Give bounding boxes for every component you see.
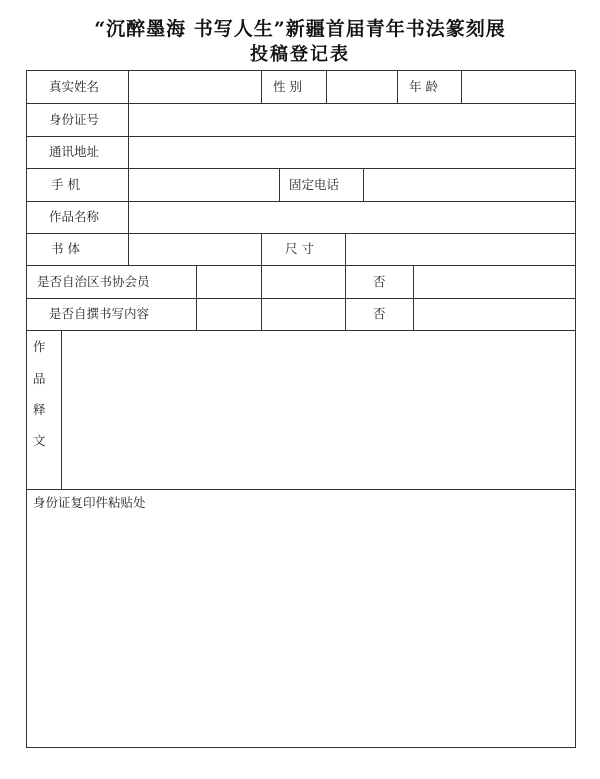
member-label: 是否自治区书协会员 bbox=[37, 274, 150, 289]
form-subtitle: 投稿登记表 bbox=[250, 44, 350, 65]
member-no-label: 否 bbox=[373, 274, 386, 289]
landline-field[interactable] bbox=[364, 169, 575, 201]
mobile-field[interactable] bbox=[129, 169, 279, 201]
script-style-label: 书 体 bbox=[51, 241, 80, 256]
mobile-label: 手 机 bbox=[51, 177, 80, 192]
name-label: 真实姓名 bbox=[49, 79, 100, 94]
name-field[interactable] bbox=[129, 72, 261, 103]
transcription-label-char: 文 bbox=[33, 433, 46, 448]
transcription-label-char: 释 bbox=[33, 402, 46, 417]
id-number-label: 身份证号 bbox=[49, 112, 100, 127]
work-title-field[interactable] bbox=[129, 202, 575, 233]
self-composed-extra-field[interactable] bbox=[414, 299, 575, 330]
work-title-label: 作品名称 bbox=[49, 209, 100, 224]
gender-label: 性 别 bbox=[273, 79, 302, 94]
id-number-field[interactable] bbox=[129, 104, 575, 136]
registration-form bbox=[26, 70, 576, 748]
transcription-label-char: 作 bbox=[33, 339, 46, 354]
landline-label: 固定电话 bbox=[289, 177, 340, 192]
form-title: “沉醉墨海 书写人生”新疆首届青年书法篆刻展 bbox=[94, 18, 506, 40]
self-composed-label: 是否自撰书写内容 bbox=[49, 306, 150, 321]
age-label: 年 龄 bbox=[409, 79, 438, 94]
script-style-field[interactable] bbox=[129, 234, 261, 265]
member-extra-field[interactable] bbox=[414, 266, 575, 298]
transcription-field[interactable] bbox=[62, 331, 575, 489]
self-composed-yes-field[interactable] bbox=[197, 299, 261, 330]
address-field[interactable] bbox=[129, 137, 575, 168]
age-field[interactable] bbox=[462, 72, 574, 103]
address-label: 通讯地址 bbox=[49, 144, 100, 159]
self-composed-no-label: 否 bbox=[373, 306, 386, 321]
size-label: 尺 寸 bbox=[285, 241, 314, 256]
id-copy-label: 身份证复印件粘贴处 bbox=[33, 495, 146, 510]
transcription-label-char: 品 bbox=[33, 371, 46, 386]
id-copy-area[interactable] bbox=[28, 513, 575, 747]
gender-field[interactable] bbox=[327, 72, 397, 103]
member-yes-field[interactable] bbox=[197, 266, 261, 298]
size-field[interactable] bbox=[346, 234, 575, 265]
